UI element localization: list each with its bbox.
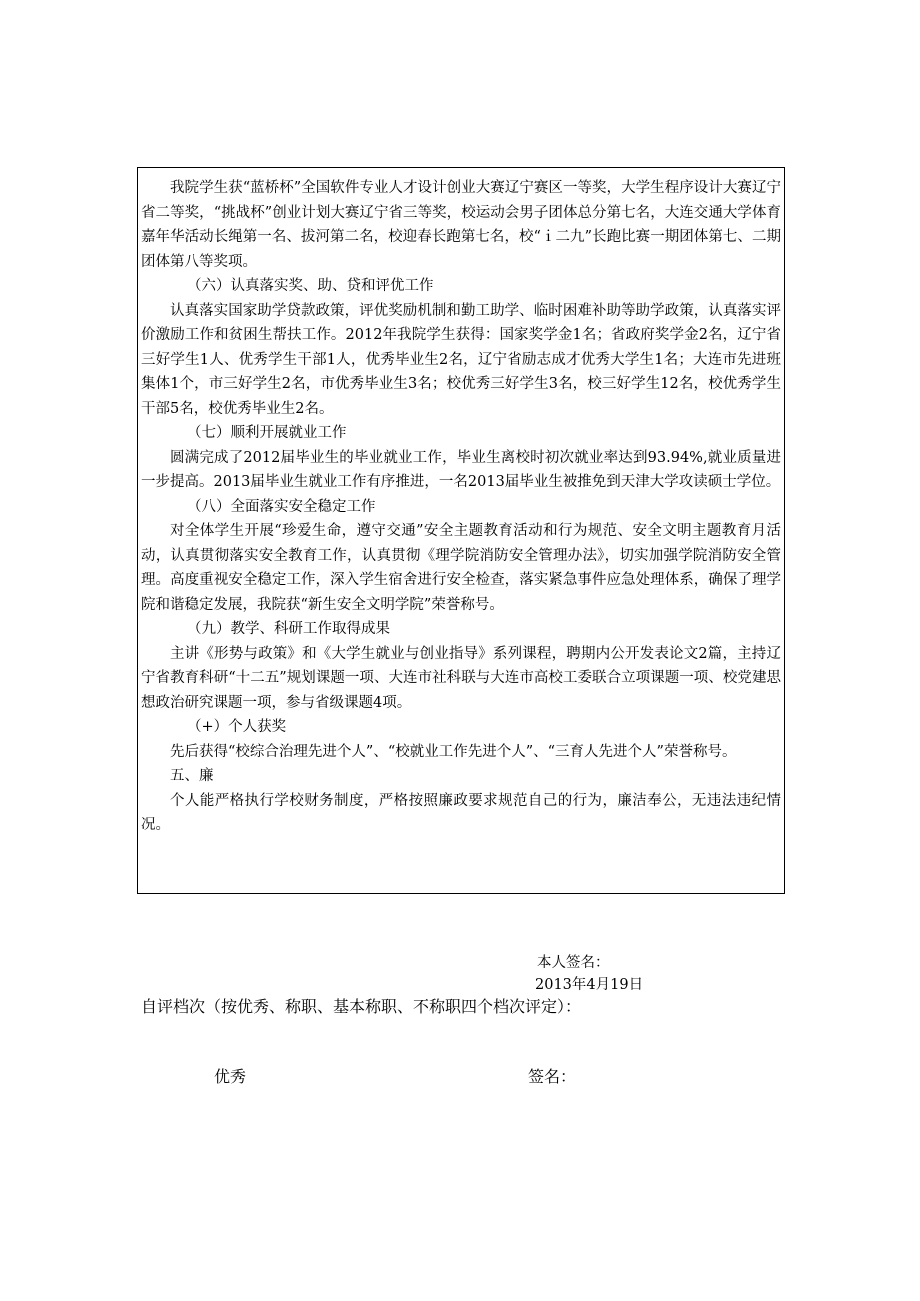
paragraph-awards-students: 我院学生获“蓝桥杯”全国软件专业人才设计创业大赛辽宁赛区一等奖，大学生程序设计大赛辽宁省二等奖，“挑战杯”创业计划大赛辽宁省三等奖，校运动会男子团体总分第七名，大连交通大学体育嘉年华活动长绳第一名、拔河第二名，校迎春长跑第七名，校“ｉ二九”长跑比赛一期团体第七、二期团体第八等奖项。 xyxy=(141,180,781,270)
document-body xyxy=(141,176,781,838)
paragraph-research: 主讲《形势与政策》和《大学生就业与创业指导》系列课程，聘期内公开发表论文2篇，主持辽宁省教育科研“十二五”规划课题一项、大连市社科联与大连市高校工委联合立项课题一项、校党建思想政治研究课题一项，参与省级课题4项。 xyxy=(141,645,781,711)
rating-prompt: 自评档次（按优秀、称职、基本称职、不称职四个档次评定）： xyxy=(141,997,582,1016)
paragraph-integrity: 个人能严格执行学校财务制度，严格按照廉政要求规范自己的行为，廉洁奉公，无违法违纪情况。 xyxy=(141,792,781,833)
paragraph-safety: 对全体学生开展“珍爱生命，遵守交通”安全主题教育活动和行为规范、安全文明主题教育月活动，认真贯彻落实安全教育工作，认真贯彻《理学院消防安全管理办法》，切实加强学院消防安全管理。高度重视安全稳定工作，深入学生宿舍进行安全检查，落实紧急事件应急处理体系，确保了理学院和谐稳定发展，我院获“新生安全文明学院”荣誉称号。 xyxy=(141,523,781,613)
signature-label: 本人签名： xyxy=(537,955,610,971)
paragraph-personal-awards: 先后获得“校综合治理先进个人”、“校就业工作先进个人”、“三育人先进个人”荣誉称号。 xyxy=(170,743,737,760)
section-heading-8: （八）全面落实安全稳定工作 xyxy=(187,498,376,515)
paragraph-employment: 圆满完成了2012届毕业生的毕业就业工作，毕业生离校时初次就业率达到93.94%,就业质量进一步提高。2013届毕业生就业工作有序推进，一名2013届毕业生被推免到天津大学攻读硕士学位。 xyxy=(141,449,781,490)
section-heading-6: （六）认真落实奖、助、贷和评优工作 xyxy=(187,278,434,294)
signature-date: 2013年4月19日 xyxy=(535,977,644,993)
rating-value: 优秀 xyxy=(214,1067,247,1086)
rating-signature-label: 签名： xyxy=(528,1067,577,1086)
section-heading-9: （九）教学、科研工作取得成果 xyxy=(187,621,390,637)
section-heading-7: （七）顺利开展就业工作 xyxy=(187,425,347,441)
section-heading-integrity: 五、廉 xyxy=(170,768,214,784)
section-heading-10: （+）个人获奖 xyxy=(187,719,287,735)
paragraph-scholarships: 认真落实国家助学贷款政策，评优奖励机制和勤工助学、临时困难补助等助学政策，认真落实评价激励工作和贫困生帮扶工作。2012年我院学生获得：国家奖学金1名；省政府奖学金2名，辽宁省三好学生1人、优秀学生干部1人，优秀毕业生2名，辽宁省励志成才优秀大学生1名；大连市先进班集体1个，市三好学生2名，市优秀毕业生3名；校优秀三好学生3名，校三好学生12名，校优秀学生干部5名，校优秀毕业生2名。 xyxy=(141,302,781,417)
